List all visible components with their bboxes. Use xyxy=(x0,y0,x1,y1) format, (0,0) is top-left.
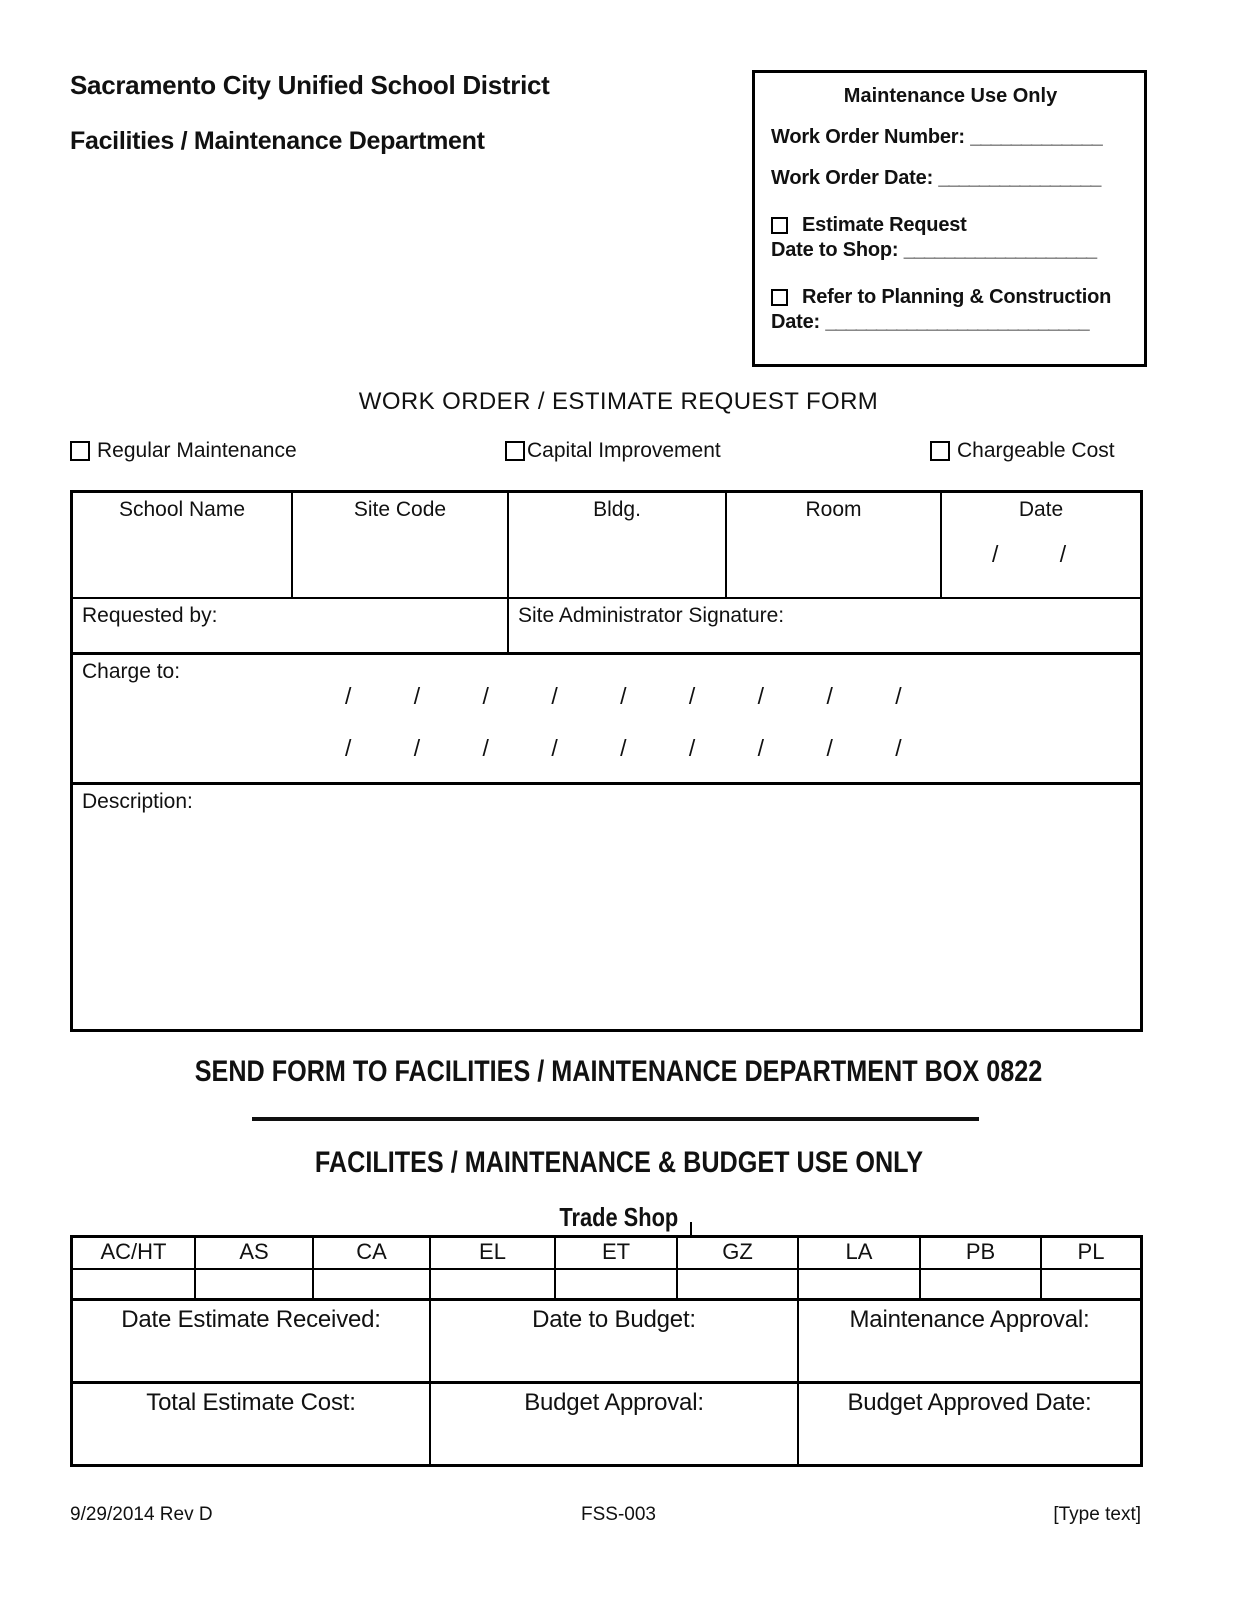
date-cell[interactable] xyxy=(942,493,1140,597)
work-order-number-row xyxy=(771,126,1130,149)
refer-date-label: Date: xyxy=(771,311,821,333)
main-table-header-row xyxy=(73,493,1140,599)
budget-use-heading: FACILITES / MAINTENANCE & BUDGET USE ONLY xyxy=(314,1146,923,1179)
date-to-budget-cell[interactable] xyxy=(431,1301,799,1381)
footer-type-text[interactable]: [Type text] xyxy=(1053,1504,1141,1525)
maintenance-box-title: Maintenance Use Only xyxy=(843,85,1058,107)
district-title: Sacramento City Unified School District xyxy=(70,70,550,100)
shop-header-el: EL xyxy=(431,1238,556,1268)
work-order-number-blank[interactable]: _____________ xyxy=(970,126,1102,148)
bldg-cell[interactable] xyxy=(509,493,727,597)
work-order-number-label: Work Order Number: xyxy=(771,126,965,148)
trade-shop-tick-line xyxy=(690,1222,692,1236)
shop-value-ca[interactable] xyxy=(314,1270,431,1298)
main-table xyxy=(70,490,1143,1032)
charge-account-slashes-row-1: / / / / / / / / / xyxy=(345,683,902,709)
room-header: Room xyxy=(805,498,862,521)
requested-by-cell[interactable] xyxy=(73,599,509,652)
send-form-heading-wrap xyxy=(0,1055,1237,1089)
estimate-request-row xyxy=(771,214,1130,237)
date-header: Date xyxy=(1018,498,1064,521)
description-label: Description: xyxy=(82,790,193,813)
site-admin-signature-cell[interactable] xyxy=(509,599,1140,652)
shop-value-gz[interactable] xyxy=(678,1270,799,1298)
budget-approved-date-label: Budget Approved Date: xyxy=(847,1389,1092,1416)
shop-header-et: ET xyxy=(556,1238,678,1268)
site-admin-signature-label: Site Administrator Signature: xyxy=(518,604,785,627)
requested-by-row xyxy=(73,599,1140,655)
form-title: WORK ORDER / ESTIMATE REQUEST FORM xyxy=(358,388,879,415)
work-order-date-blank[interactable]: ________________ xyxy=(938,167,1101,189)
capital-improvement-checkbox[interactable] xyxy=(505,441,525,461)
shop-header-pl: PL xyxy=(1077,1239,1105,1264)
footer-revision: 9/29/2014 Rev D xyxy=(70,1504,213,1525)
capital-improvement-option xyxy=(505,439,721,463)
chargeable-cost-checkbox[interactable] xyxy=(930,441,950,461)
date-to-shop-blank[interactable]: ___________________ xyxy=(903,239,1097,261)
trade-shop-heading-wrap xyxy=(0,1202,1237,1233)
shop-value-el[interactable] xyxy=(431,1270,556,1298)
cost-row xyxy=(73,1384,1140,1464)
site-code-cell[interactable] xyxy=(293,493,509,597)
work-order-date-label: Work Order Date: xyxy=(771,167,934,189)
estimate-request-label: Estimate Request xyxy=(802,214,967,236)
section-divider-line xyxy=(252,1117,979,1121)
school-name-header: School Name xyxy=(118,498,246,521)
regular-maintenance-checkbox[interactable] xyxy=(70,441,90,461)
date-to-budget-label: Date to Budget: xyxy=(532,1306,696,1333)
trade-shop-header-row xyxy=(73,1238,1140,1270)
budget-approval-label: Budget Approval: xyxy=(524,1389,704,1416)
maintenance-use-only-box xyxy=(752,70,1147,367)
date-estimate-received-cell[interactable] xyxy=(73,1301,431,1381)
refer-date-row xyxy=(771,311,1130,334)
shop-header-gz: GZ xyxy=(678,1238,799,1268)
shop-header-la: LA xyxy=(799,1238,921,1268)
requested-by-label: Requested by: xyxy=(82,604,218,627)
shop-header-as: AS xyxy=(196,1238,314,1268)
budget-approval-cell[interactable] xyxy=(431,1384,799,1464)
shop-value-pb[interactable] xyxy=(921,1270,1042,1298)
trade-shop-heading: Trade Shop xyxy=(559,1202,678,1232)
capital-improvement-label: Capital Improvement xyxy=(527,439,721,462)
approval-row xyxy=(73,1301,1140,1384)
charge-account-slashes-row-2: / / / / / / / / / xyxy=(345,735,902,761)
budget-approved-date-cell[interactable] xyxy=(799,1384,1140,1464)
maintenance-approval-cell[interactable] xyxy=(799,1301,1140,1381)
work-order-date-row xyxy=(771,167,1130,190)
shop-header-pb: PB xyxy=(921,1238,1042,1268)
shop-header-acht: AC/HT xyxy=(73,1238,196,1268)
estimate-request-checkbox[interactable] xyxy=(771,217,788,234)
total-estimate-cost-label: Total Estimate Cost: xyxy=(146,1389,356,1416)
description-section[interactable] xyxy=(73,785,1140,1031)
chargeable-cost-label: Chargeable Cost xyxy=(957,439,1115,462)
date-estimate-received-label: Date Estimate Received: xyxy=(121,1306,381,1333)
room-cell[interactable] xyxy=(727,493,942,597)
regular-maintenance-label: Regular Maintenance xyxy=(97,439,297,462)
school-name-cell[interactable] xyxy=(73,493,293,597)
refer-date-blank[interactable]: __________________________ xyxy=(825,311,1089,333)
footer-form-number: FSS-003 xyxy=(581,1504,656,1525)
regular-maintenance-option xyxy=(70,439,297,463)
total-estimate-cost-cell[interactable] xyxy=(73,1384,431,1464)
maintenance-approval-label: Maintenance Approval: xyxy=(849,1306,1090,1333)
send-form-heading: SEND FORM TO FACILITIES / MAINTENANCE DEPARTMENT BOX 0822 xyxy=(194,1055,1043,1088)
charge-to-label: Charge to: xyxy=(82,660,181,683)
shop-value-et[interactable] xyxy=(556,1270,678,1298)
budget-use-heading-wrap xyxy=(0,1146,1237,1180)
shop-value-acht[interactable] xyxy=(73,1270,196,1298)
refer-planning-checkbox[interactable] xyxy=(771,289,788,306)
date-slash-separators: / / xyxy=(992,541,1067,567)
charge-to-section[interactable] xyxy=(73,655,1140,785)
refer-planning-label: Refer to Planning & Construction xyxy=(802,286,1112,308)
shop-value-pl[interactable] xyxy=(1042,1270,1140,1298)
shop-value-la[interactable] xyxy=(799,1270,921,1298)
budget-table xyxy=(70,1235,1143,1467)
department-title: Facilities / Maintenance Department xyxy=(70,127,485,155)
shop-header-ca: CA xyxy=(314,1238,431,1268)
shop-value-as[interactable] xyxy=(196,1270,314,1298)
trade-shop-value-row xyxy=(73,1270,1140,1301)
date-to-shop-label: Date to Shop: xyxy=(771,239,899,261)
refer-planning-row xyxy=(771,286,1130,309)
bldg-header: Bldg. xyxy=(593,498,641,521)
site-code-header: Site Code xyxy=(353,498,447,521)
date-to-shop-row xyxy=(771,239,1130,262)
chargeable-cost-option xyxy=(930,439,1115,463)
